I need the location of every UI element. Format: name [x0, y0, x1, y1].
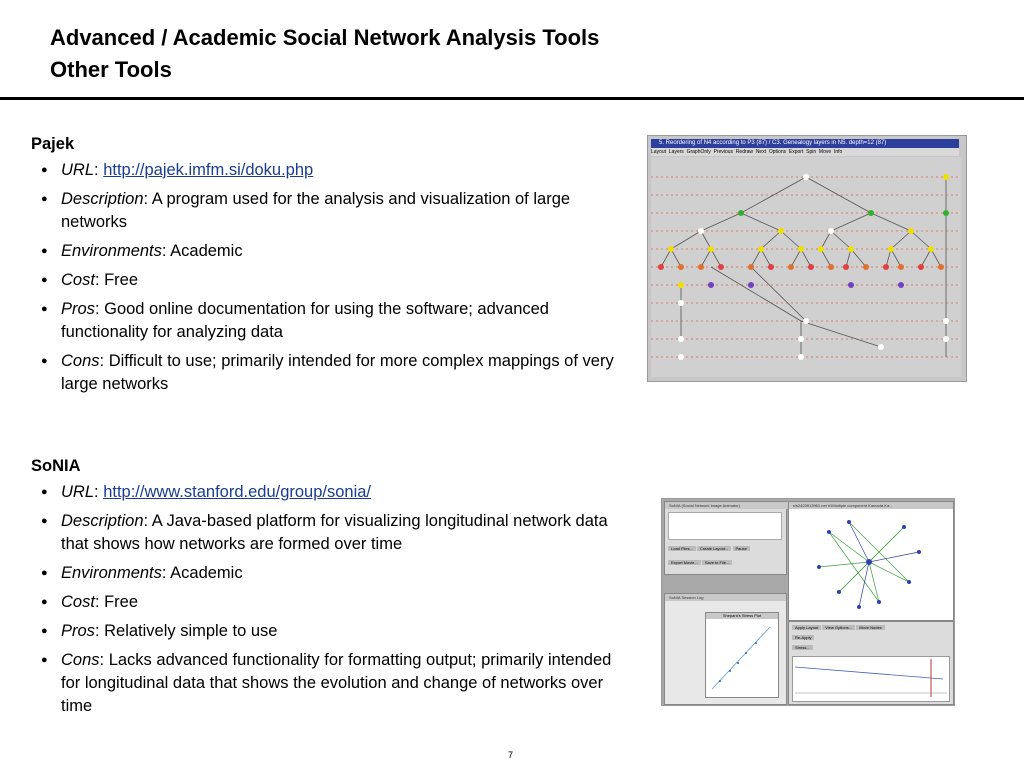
pajek-menu-spin: Spin — [806, 149, 817, 155]
sonia-button-row-1 — [668, 546, 750, 551]
pajek-menu-previous: Previous — [713, 149, 734, 155]
sonia-button-row-2 — [668, 560, 732, 565]
sonia-save-file-button: Save to File... — [702, 560, 732, 565]
sonia-network-graph — [809, 512, 929, 612]
sonia-graph-window-title: cls2420913961.net #1Multiple component Kamada-Ka... — [789, 502, 953, 509]
pajek-screenshot — [647, 135, 967, 382]
sonia-main-window — [664, 501, 787, 575]
sonia-timeline — [792, 656, 950, 702]
sonia-pros-text: : Relatively simple to use — [94, 622, 278, 640]
pajek-network-graph — [651, 157, 961, 377]
sonia-controls-panel — [788, 621, 954, 705]
pajek-menu-move: Move — [818, 149, 832, 155]
pajek-environments-item — [31, 240, 631, 263]
pajek-bullet-list — [31, 159, 631, 396]
pajek-description-item — [31, 188, 631, 234]
pajek-url-label: URL — [61, 161, 95, 179]
pajek-menu-layers: Layers — [668, 149, 684, 155]
sonia-pros-label: Pros — [61, 622, 95, 640]
pajek-cost-label: Cost — [61, 271, 95, 289]
pajek-pros-item — [31, 298, 631, 344]
pajek-description-label: Description — [61, 190, 144, 208]
pajek-heading: Pajek — [31, 135, 75, 153]
sonia-description-text: : A Java-based platform for visualizing longitudinal network data that shows how networks are formed over time — [61, 512, 608, 553]
pajek-menu-options: Options — [768, 149, 787, 155]
sonia-controls-row-2 — [792, 635, 814, 640]
sonia-export-movie-button: Export Movie... — [668, 560, 701, 565]
title-line-2: Other Tools — [50, 57, 172, 82]
sonia-cons-item — [31, 649, 631, 718]
sonia-description-item — [31, 510, 631, 556]
pajek-menu-graphonly: GraphOnly — [686, 149, 711, 155]
pajek-menu-bar — [651, 148, 959, 156]
sonia-controls-row-3 — [792, 645, 813, 650]
sonia-environments-label: Environments — [61, 564, 162, 582]
sonia-load-files-button: Load Files... — [668, 546, 696, 551]
pajek-cons-label: Cons — [61, 352, 100, 370]
sonia-cons-label: Cons — [61, 651, 100, 669]
sonia-stress-scatter — [710, 623, 774, 693]
sonia-cost-label: Cost — [61, 593, 95, 611]
sonia-log-window-title: SoNIA Session Log — [665, 594, 786, 601]
sonia-stress-plot — [705, 612, 779, 698]
sonia-controls-row-1 — [792, 625, 885, 630]
sonia-pros-item — [31, 620, 631, 643]
sonia-environments-item — [31, 562, 631, 585]
pajek-menu-info: Info — [833, 149, 843, 155]
pajek-window-title: 5. Reordering of N4 according to P3 (87) / C3. Genealogy layers in N5. depth=12 (87) — [651, 139, 959, 148]
sonia-stress-button: Stress... — [792, 645, 813, 650]
slide-title — [50, 22, 599, 86]
sonia-screenshot — [661, 498, 955, 706]
sonia-pause-button: Pause — [733, 546, 750, 551]
sonia-create-layout-button: Create Layout... — [697, 546, 731, 551]
sonia-log-textarea — [668, 512, 782, 540]
sonia-graph-window — [788, 501, 954, 621]
pajek-cons-item — [31, 350, 631, 396]
sonia-cons-text: : Lacks advanced functionality for formatting output; primarily intended for longitudinal data that shows the evolution and change of networks over time — [61, 651, 612, 715]
sonia-reapply-button: Re-Apply — [792, 635, 814, 640]
sonia-main-window-title: SoNIA (Social Network Image Animator) — [665, 502, 790, 509]
sonia-url-label: URL — [61, 483, 95, 501]
pajek-description-text: : A program used for the analysis and visualization of large networks — [61, 190, 571, 231]
sonia-stress-plot-title: Shepard's Stress Plot — [706, 613, 778, 619]
pajek-cost-item — [31, 269, 631, 292]
sonia-url-item: ● URL: http://www.stanford.edu/group/sonia/ — [31, 481, 631, 504]
pajek-environments-text: : Academic — [161, 242, 243, 260]
sonia-section — [31, 455, 631, 724]
pajek-menu-layout: Layout — [651, 149, 667, 155]
pajek-menu-redraw: Redraw — [735, 149, 754, 155]
pajek-pros-text: : Good online documentation for using the software; advanced functionality for analyzing data — [61, 300, 549, 341]
sonia-log-window — [664, 593, 787, 705]
sonia-url-link[interactable]: http://www.stanford.edu/group/sonia/ — [103, 483, 372, 501]
sonia-cost-text: : Free — [94, 593, 139, 611]
page-number: 7 — [508, 750, 514, 760]
sonia-environments-text: : Academic — [161, 564, 243, 582]
pajek-section — [31, 133, 631, 402]
sonia-view-options-button: View Options... — [822, 625, 855, 630]
pajek-environments-label: Environments — [61, 242, 162, 260]
title-line-1: Advanced / Academic Social Network Analysis Tools — [50, 25, 600, 50]
sonia-move-nodes-button: Move Nodes — [856, 625, 884, 630]
pajek-menu-export: Export — [788, 149, 804, 155]
sonia-heading: SoNIA — [31, 457, 81, 475]
sonia-bullet-list — [31, 481, 631, 718]
pajek-pros-label: Pros — [61, 300, 95, 318]
sonia-timeline-plot — [793, 657, 949, 701]
sonia-cost-item — [31, 591, 631, 614]
pajek-url-item: ● URL: http://pajek.imfm.si/doku.php — [31, 159, 631, 182]
pajek-cons-text: : Difficult to use; primarily intended for more complex mappings of very large networks — [61, 352, 614, 393]
title-divider — [0, 97, 1024, 100]
pajek-menu-next: Next — [755, 149, 767, 155]
sonia-apply-layout-button: Apply Layout — [792, 625, 821, 630]
pajek-cost-text: : Free — [94, 271, 139, 289]
sonia-description-label: Description — [61, 512, 144, 530]
pajek-url-link[interactable]: http://pajek.imfm.si/doku.php — [103, 161, 314, 179]
